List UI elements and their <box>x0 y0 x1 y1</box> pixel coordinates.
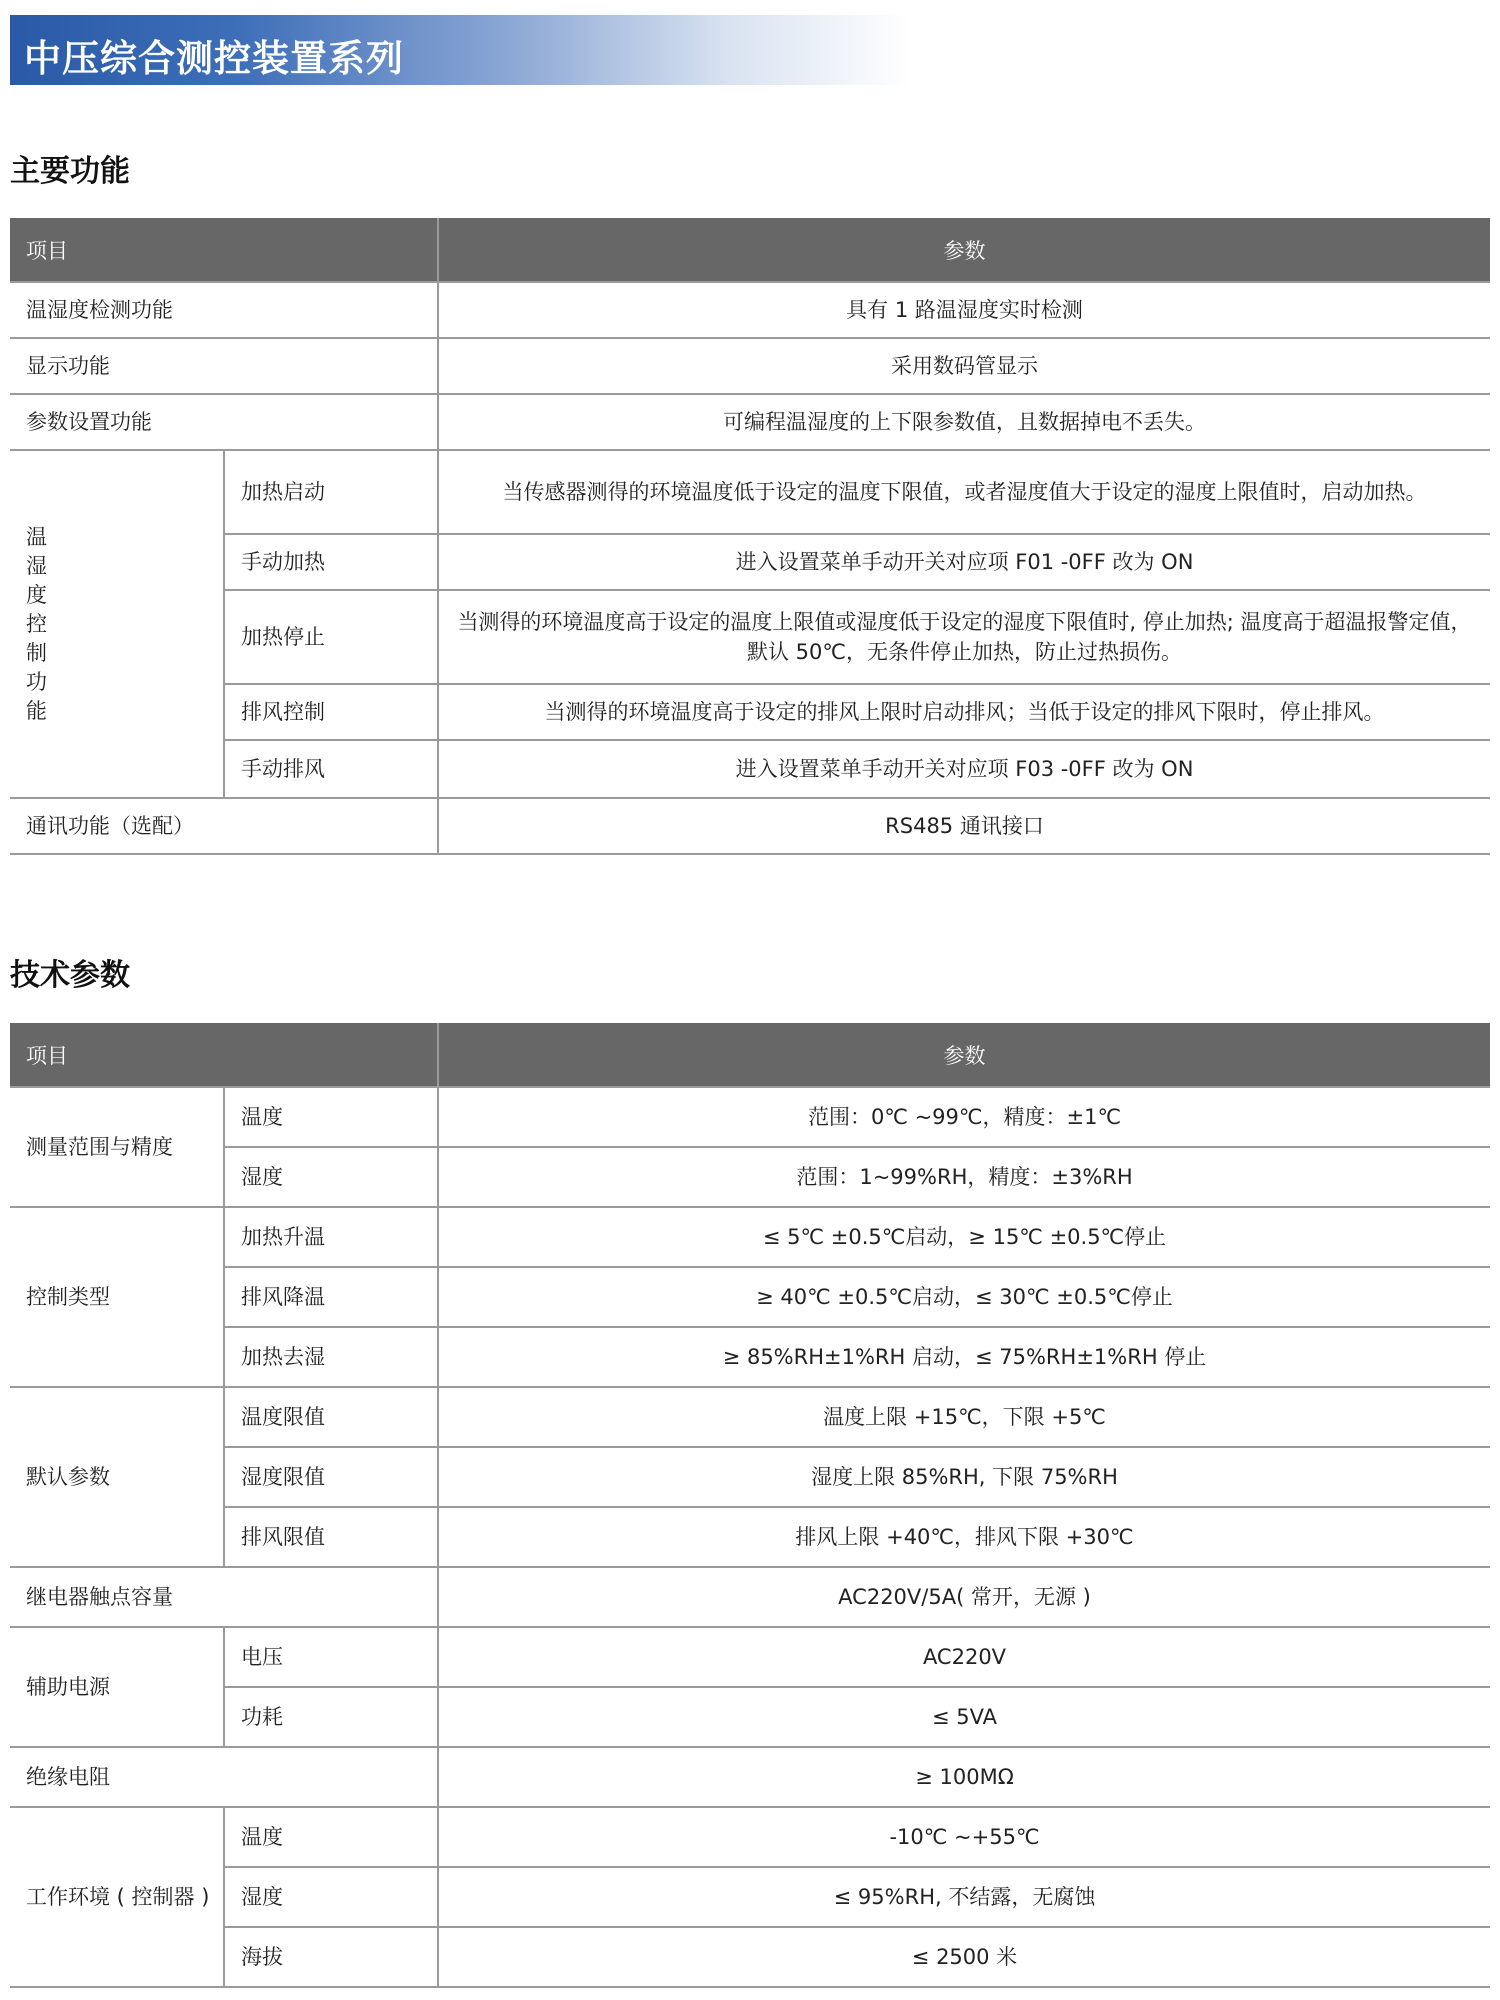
row-label: 显示功能 <box>10 338 438 394</box>
section-heading-main-functions: 主要功能 <box>10 154 130 189</box>
row-value: ≤ 2500 米 <box>438 1927 1490 1987</box>
sub-label: 电压 <box>224 1627 438 1687</box>
table-row <box>10 740 1490 798</box>
table-row <box>10 1387 1490 1447</box>
table-row <box>10 282 1490 338</box>
sub-label: 温度限值 <box>224 1387 438 1447</box>
sub-label: 手动排风 <box>224 740 438 798</box>
table-row <box>10 590 1490 684</box>
table-row <box>10 338 1490 394</box>
row-value: AC220V/5A( 常开，无源 ) <box>438 1567 1490 1627</box>
column-header-item: 项目 <box>10 218 438 282</box>
row-value: ≥ 40℃ ±0.5℃启动，≤ 30℃ ±0.5℃停止 <box>438 1267 1490 1327</box>
column-header-param: 参数 <box>438 218 1490 282</box>
table-header-row <box>10 218 1490 282</box>
column-header-param: 参数 <box>438 1023 1490 1087</box>
page-title: 中压综合测控装置系列 <box>24 37 404 80</box>
table-row <box>10 1927 1490 1987</box>
table-row <box>10 1327 1490 1387</box>
row-value: AC220V <box>438 1627 1490 1687</box>
row-value: 当测得的环境温度高于设定的排风上限时启动排风；当低于设定的排风下限时，停止排风。 <box>438 684 1490 740</box>
sub-label: 湿度限值 <box>224 1447 438 1507</box>
group-label-vertical <box>10 450 224 798</box>
group-label: 辅助电源 <box>10 1627 224 1747</box>
table-row <box>10 798 1490 854</box>
row-value: 当传感器测得的环境温度低于设定的温度下限值，或者湿度值大于设定的湿度上限值时，启动加热。 <box>438 450 1490 534</box>
row-value: 可编程温湿度的上下限参数值，且数据掉电不丢失。 <box>438 394 1490 450</box>
main-functions-table <box>10 218 1490 855</box>
row-value: 进入设置菜单手动开关对应项 F03 -0FF 改为 ON <box>438 740 1490 798</box>
row-value: 湿度上限 85%RH, 下限 75%RH <box>438 1447 1490 1507</box>
table-row <box>10 684 1490 740</box>
group-label: 默认参数 <box>10 1387 224 1567</box>
sub-label: 湿度 <box>224 1147 438 1207</box>
table-row <box>10 450 1490 534</box>
group-label: 控制类型 <box>10 1207 224 1387</box>
sub-label: 加热去湿 <box>224 1327 438 1387</box>
row-value-line: 默认 50℃，无条件停止加热，防止过热损伤。 <box>747 640 1182 664</box>
row-value: ≤ 5℃ ±0.5℃启动，≥ 15℃ ±0.5℃停止 <box>438 1207 1490 1267</box>
sub-label: 湿度 <box>224 1867 438 1927</box>
row-value: 采用数码管显示 <box>438 338 1490 394</box>
table-row <box>10 1867 1490 1927</box>
row-value: ≥ 85%RH±1%RH 启动，≤ 75%RH±1%RH 停止 <box>438 1327 1490 1387</box>
tech-params-table <box>10 1023 1490 1988</box>
row-label: 通讯功能（选配） <box>10 798 438 854</box>
sub-label: 温度 <box>224 1087 438 1147</box>
row-label: 绝缘电阻 <box>10 1747 438 1807</box>
row-value: -10℃ ~+55℃ <box>438 1807 1490 1867</box>
row-value-line: 当测得的环境温度高于设定的温度上限值或湿度低于设定的湿度下限值时, 停止加热; 温度高于超温报警定值， <box>457 610 1472 634</box>
sub-label: 加热启动 <box>224 450 438 534</box>
row-value: 进入设置菜单手动开关对应项 F01 -0FF 改为 ON <box>438 534 1490 590</box>
group-label-char: 度 <box>26 582 47 607</box>
table-row <box>10 1087 1490 1147</box>
row-label: 继电器触点容量 <box>10 1567 438 1627</box>
row-value: 范围：0℃ ~99℃，精度：±1℃ <box>438 1087 1490 1147</box>
row-value <box>438 590 1490 684</box>
row-value: ≤ 95%RH, 不结露，无腐蚀 <box>438 1867 1490 1927</box>
group-label: 工作环境 ( 控制器 ) <box>10 1807 224 1987</box>
sub-label: 加热停止 <box>224 590 438 684</box>
sub-label: 排风限值 <box>224 1507 438 1567</box>
table-row <box>10 1147 1490 1207</box>
table-header-row <box>10 1023 1490 1087</box>
title-banner <box>10 15 910 85</box>
table-row <box>10 1447 1490 1507</box>
row-value: RS485 通讯接口 <box>438 798 1490 854</box>
group-label-char: 功 <box>26 669 47 694</box>
row-label: 参数设置功能 <box>10 394 438 450</box>
sub-label: 排风控制 <box>224 684 438 740</box>
sub-label: 温度 <box>224 1807 438 1867</box>
table-row <box>10 1807 1490 1867</box>
table-row <box>10 394 1490 450</box>
row-value: ≥ 100MΩ <box>438 1747 1490 1807</box>
group-label-char: 制 <box>26 640 47 665</box>
table-row <box>10 1507 1490 1567</box>
sub-label: 功耗 <box>224 1687 438 1747</box>
group-label-char: 能 <box>26 698 47 723</box>
row-value: 范围：1~99%RH，精度：±3%RH <box>438 1147 1490 1207</box>
table-row <box>10 1627 1490 1687</box>
sub-label: 海拔 <box>224 1927 438 1987</box>
row-value: ≤ 5VA <box>438 1687 1490 1747</box>
table-row <box>10 1567 1490 1627</box>
sub-label: 手动加热 <box>224 534 438 590</box>
group-label-char: 控 <box>26 611 47 636</box>
table-row <box>10 534 1490 590</box>
group-label: 测量范围与精度 <box>10 1087 224 1207</box>
group-label-char: 温 <box>26 524 47 549</box>
table-row <box>10 1207 1490 1267</box>
row-value: 温度上限 +15℃，下限 +5℃ <box>438 1387 1490 1447</box>
row-value: 具有 1 路温湿度实时检测 <box>438 282 1490 338</box>
column-header-item: 项目 <box>10 1023 438 1087</box>
sub-label: 加热升温 <box>224 1207 438 1267</box>
group-label-char: 湿 <box>26 553 47 578</box>
table-row <box>10 1267 1490 1327</box>
table-row <box>10 1747 1490 1807</box>
row-label: 温湿度检测功能 <box>10 282 438 338</box>
table-row <box>10 1687 1490 1747</box>
row-value: 排风上限 +40℃，排风下限 +30℃ <box>438 1507 1490 1567</box>
sub-label: 排风降温 <box>224 1267 438 1327</box>
section-heading-tech-params: 技术参数 <box>10 958 130 993</box>
